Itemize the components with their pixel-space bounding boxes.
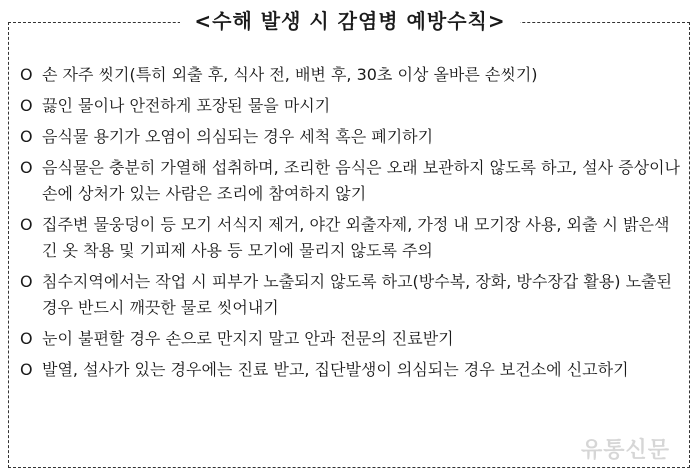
list-item xyxy=(20,155,682,207)
bullet-circle-icon: O xyxy=(20,215,33,234)
list-item-text: 발열, 설사가 있는 경우에는 진료 받고, 집단발생이 의심되는 경우 보건소에 신고하기 xyxy=(42,360,629,379)
list-item-text: 눈이 불편할 경우 손으로 만지지 말고 안과 전문의 진료받기 xyxy=(42,329,454,348)
bullet-circle-icon: O xyxy=(20,272,33,291)
notice-title-wrap xyxy=(0,6,700,38)
bullet-circle-icon: O xyxy=(20,360,33,379)
list-item xyxy=(20,357,682,383)
list-item xyxy=(20,326,682,352)
bullet-circle-icon: O xyxy=(20,329,33,348)
list-item-text: 침수지역에서는 작업 시 피부가 노출되지 않도록 하고(방수복, 장화, 방수장갑 활용) 노출된 경우 반드시 깨끗한 물로 씻어내기 xyxy=(42,272,672,317)
list-item xyxy=(20,212,682,264)
list-item-text: 손 자주 씻기(특히 외출 후, 식사 전, 배변 후, 30초 이상 올바른 손씻기) xyxy=(42,65,538,84)
precaution-list xyxy=(20,62,682,388)
list-item-text: 끓인 물이나 안전하게 포장된 물을 마시기 xyxy=(42,96,331,115)
publisher-watermark: 유통신문 xyxy=(580,438,670,463)
list-item xyxy=(20,93,682,119)
notice-title: <수해 발생 시 감염병 예방수칙> xyxy=(180,6,519,36)
bullet-circle-icon: O xyxy=(20,96,33,115)
list-item-text: 음식물 용기가 오염이 의심되는 경우 세척 혹은 폐기하기 xyxy=(42,127,434,146)
bullet-circle-icon: O xyxy=(20,127,33,146)
list-item xyxy=(20,62,682,88)
list-item xyxy=(20,124,682,150)
list-item-text: 집주변 물웅덩이 등 모기 서식지 제거, 야간 외출자제, 가정 내 모기장 사용, 외출 시 밝은색 긴 옷 착용 및 기피제 사용 등 모기에 물리지 않도록 주의 xyxy=(42,215,670,260)
list-item xyxy=(20,269,682,321)
bullet-circle-icon: O xyxy=(20,158,33,177)
list-item-text: 음식물은 충분히 가열해 섭취하며, 조리한 음식은 오래 보관하지 않도록 하고, 설사 증상이나 손에 상처가 있는 사람은 조리에 참여하지 않기 xyxy=(42,158,680,203)
bullet-circle-icon: O xyxy=(20,65,33,84)
